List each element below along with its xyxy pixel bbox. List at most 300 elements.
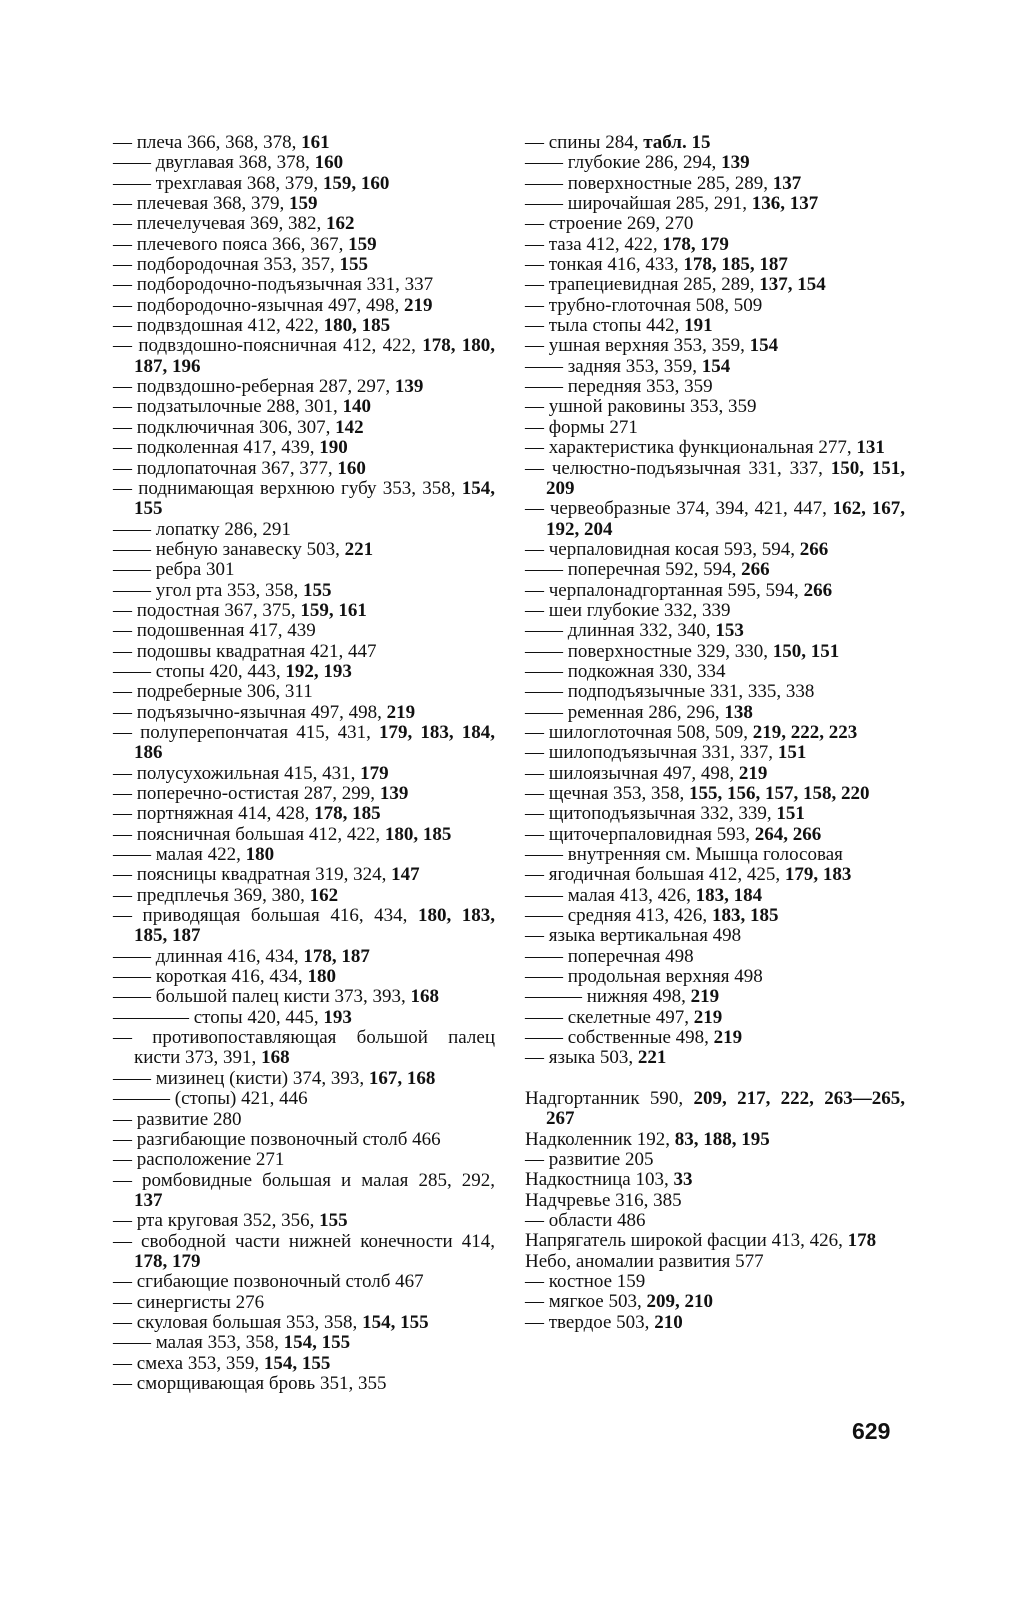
- index-entry-text: — развитие 205: [525, 1148, 654, 1170]
- index-entry: [113, 886, 495, 906]
- index-entry: [113, 601, 495, 621]
- index-entry: [525, 1231, 905, 1251]
- index-entry-figure-refs: 178, 180, 187, 196: [134, 335, 495, 377]
- index-entry-figure-refs: 139: [394, 376, 424, 398]
- index-entry: [113, 235, 495, 255]
- index-entry: [113, 174, 495, 194]
- index-entry-text: — тонкая 416, 433,: [525, 254, 684, 276]
- index-entry-figure-refs: 264, 266: [754, 823, 822, 845]
- index-entry-figure-refs: 219: [690, 986, 720, 1008]
- index-entry-text: — поперечно-остистая 287, 299,: [113, 783, 380, 804]
- index-entry-figure-refs: 178, 179: [134, 1250, 201, 1272]
- index-entry-figure-refs: 159: [348, 233, 377, 255]
- index-entry-text: —— передняя 353, 359: [525, 376, 713, 398]
- index-entry-figure-refs: 151: [776, 803, 805, 825]
- index-entry-text: — подвздошная 412, 422,: [113, 315, 324, 337]
- index-entry: [113, 1150, 495, 1170]
- index-entry-figure-refs: 159, 161: [300, 599, 367, 621]
- index-entry: [113, 1110, 495, 1130]
- index-entry-figure-refs: 180, 183, 185, 187: [134, 905, 495, 947]
- index-entry-text: ——— нижняя 498,: [525, 986, 691, 1008]
- index-entry: [525, 1252, 905, 1272]
- index-entry: [113, 906, 495, 947]
- index-entry-text: — шилоподъязычная 331, 337,: [525, 742, 778, 764]
- index-entry-text: — ягодичная большая 412, 425,: [525, 864, 785, 886]
- index-entry-text: — щитоподъязычная 332, 339,: [525, 803, 777, 825]
- index-entry-figure-refs: 160: [314, 152, 344, 174]
- index-entry: [525, 459, 905, 500]
- index-entry-text: — подбородочная 353, 357,: [113, 254, 340, 276]
- index-entry-figure-refs: 221: [637, 1047, 667, 1069]
- index-entry: [525, 865, 905, 885]
- index-entry: [525, 764, 905, 784]
- index-entry-text: Надчревье 316, 385: [525, 1189, 682, 1211]
- index-entry-text: —— мизинец (кисти) 374, 393,: [113, 1067, 369, 1089]
- index-entry-figure-refs: 162: [309, 884, 339, 906]
- index-entry-figure-refs: 180, 185: [384, 823, 452, 845]
- index-entry-text: —— средняя 413, 426,: [525, 905, 712, 927]
- index-entry-text: — трубно-глоточная 508, 509: [525, 294, 763, 316]
- index-entry-figure-refs: 180: [245, 844, 275, 866]
- index-entry: [113, 560, 495, 580]
- index-entry: [113, 1028, 495, 1069]
- index-entry-text: — челюстно-подъязычная 331, 337,: [525, 457, 831, 479]
- index-entry-text: —— поверхностные 285, 289,: [525, 172, 773, 194]
- index-entry: [525, 1191, 905, 1211]
- index-entry-text: — шилоязычная 497, 498,: [525, 762, 739, 784]
- index-entry: [525, 174, 905, 194]
- index-entry-text: — подбородочно-подъязычная 331, 337: [113, 274, 434, 296]
- index-entry-figure-refs: 178, 187: [303, 945, 370, 967]
- index-entry-text: — предплечья 369, 380,: [113, 884, 310, 906]
- index-entry-text: —— подподъязычные 331, 335, 338: [525, 681, 815, 703]
- index-entry: [113, 255, 495, 275]
- index-entry: [525, 397, 905, 417]
- index-entry: [113, 987, 495, 1007]
- index-entry-figure-refs: 190: [319, 437, 348, 459]
- index-entry-figure-refs: 159: [289, 193, 318, 215]
- index-entry-text: —— широчайшая 285, 291,: [525, 193, 752, 215]
- index-entry-figure-refs: табл. 15: [643, 132, 711, 153]
- index-entry: [113, 296, 495, 316]
- index-entry: [525, 926, 905, 946]
- index-entry: [525, 377, 905, 397]
- index-entry-text: — развитие 280: [113, 1108, 242, 1130]
- index-entry-text: — твердое 503,: [525, 1311, 655, 1333]
- index-entry: [113, 784, 495, 804]
- index-entry: [113, 682, 495, 702]
- index-entry: [525, 499, 905, 540]
- index-entry-text: — подвздошно-поясничная 412, 422,: [113, 335, 423, 357]
- index-entry-figure-refs: 178, 185: [314, 803, 381, 825]
- index-entry-figure-refs: 266: [741, 559, 770, 581]
- index-entry-text: — сгибающие позвоночный столб 467: [113, 1271, 424, 1293]
- index-entry-text: —— задняя 353, 359,: [525, 355, 702, 377]
- index-entry-figure-refs: 139: [379, 783, 409, 804]
- index-entry: [525, 886, 905, 906]
- index-entry-text: — червеобразные 374, 394, 421, 447,: [525, 498, 833, 520]
- index-entry-text: Напрягатель широкой фасции 413, 426,: [525, 1230, 848, 1252]
- index-entry-figure-refs: 150, 151: [772, 640, 840, 662]
- index-entry-figure-refs: 155: [303, 579, 332, 601]
- index-entry-text: — подошвы квадратная 421, 447: [113, 640, 377, 662]
- index-entry: [525, 133, 905, 153]
- index-entry-text: — подбородочно-язычная 497, 498,: [113, 294, 405, 316]
- index-entry-figure-refs: 155: [339, 254, 368, 276]
- index-entry-text: — подколенная 417, 439,: [113, 437, 320, 459]
- index-entry-text: —— короткая 416, 434,: [113, 966, 308, 988]
- index-entry-text: —— скелетные 497,: [525, 1006, 694, 1028]
- index-entry-text: —— собственные 498,: [525, 1027, 714, 1049]
- index-entry-figure-refs: 219: [713, 1027, 743, 1049]
- index-entry: [113, 418, 495, 438]
- index-entry: [525, 906, 905, 926]
- index-entry-figure-refs: 183, 184: [695, 884, 763, 906]
- index-entry-text: —— трехглавая 368, 379,: [113, 172, 323, 194]
- index-entry: [525, 784, 905, 804]
- index-entry: [113, 479, 495, 520]
- index-entry: [525, 1292, 905, 1312]
- index-entry-figure-refs: 178, 185, 187: [683, 254, 788, 276]
- index-entry-figure-refs: 137: [772, 172, 802, 194]
- index-entry-text: — спины 284,: [525, 132, 644, 153]
- index-entry-text: — языка вертикальная 498: [525, 925, 742, 947]
- index-entry-text: — тыла стопы 442,: [525, 315, 685, 337]
- index-entry-text: Надкостница 103,: [525, 1169, 674, 1191]
- index-entry-figure-refs: 154, 155: [134, 477, 495, 520]
- index-entry: [113, 1313, 495, 1333]
- index-entry-text: —— малая 422,: [113, 844, 246, 866]
- index-entry-figure-refs: 210: [654, 1311, 683, 1333]
- index-entry: [113, 845, 495, 865]
- index-entry: [113, 662, 495, 682]
- index-entry: [525, 336, 905, 356]
- index-entry: [525, 682, 905, 702]
- index-entry-figure-refs: 153: [715, 620, 744, 642]
- index-entry-text: — ушная верхняя 353, 359,: [525, 335, 750, 357]
- index-entry-figure-refs: 192, 193: [285, 660, 352, 682]
- index-entry: [525, 723, 905, 743]
- index-entry-text: — формы 271: [525, 416, 638, 438]
- index-entry-figure-refs: 266: [799, 538, 829, 560]
- index-entry-figure-refs: 33: [673, 1169, 693, 1191]
- index-entry: [113, 642, 495, 662]
- index-entry-text: —— подкожная 330, 334: [525, 660, 726, 682]
- index-entry-text: — скуловая большая 353, 358,: [113, 1311, 363, 1333]
- index-entry-text: — подошвенная 417, 439: [113, 620, 316, 642]
- index-entry-figure-refs: 180: [307, 966, 336, 988]
- index-entry: [113, 1008, 495, 1028]
- index-entry: [113, 1272, 495, 1292]
- index-entry: [525, 1313, 905, 1333]
- index-entry-text: Небо, аномалии развития 577: [525, 1250, 764, 1272]
- index-entry: [113, 438, 495, 458]
- index-entry: [113, 1374, 495, 1394]
- index-entry-figure-refs: 155, 156, 157, 158, 220: [689, 783, 870, 804]
- index-entry-text: — портняжная 414, 428,: [113, 803, 315, 825]
- index-entry: [113, 967, 495, 987]
- index-entry-text: — разгибающие позвоночный столб 466: [113, 1128, 441, 1150]
- index-entry-figure-refs: 154, 155: [362, 1311, 429, 1333]
- index-entry-text: — поясничная большая 412, 422,: [113, 823, 385, 845]
- index-entry: [113, 1211, 495, 1231]
- index-entry-figure-refs: 168: [410, 986, 440, 1008]
- index-entry-text: —— небную занавеску 503,: [113, 538, 345, 560]
- index-entry-text: — подвздошно-реберная 287, 297,: [113, 376, 395, 398]
- index-entry: [113, 520, 495, 540]
- index-entry-figure-refs: 162, 167, 192, 204: [546, 498, 905, 540]
- index-entry-text: — сморщивающая бровь 351, 355: [113, 1372, 387, 1394]
- index-entry-text: — подъязычно-язычная 497, 498,: [113, 701, 387, 723]
- index-column-left: [113, 133, 495, 1394]
- index-entry-text: — плечелучевая 369, 382,: [113, 213, 326, 235]
- index-entry-text: — языка 503,: [525, 1047, 638, 1069]
- index-entry: [113, 194, 495, 214]
- index-entry: [113, 825, 495, 845]
- index-entry-figure-refs: 219: [386, 701, 416, 723]
- index-entry: [113, 1069, 495, 1089]
- index-entry-text: —— длинная 416, 434,: [113, 945, 304, 967]
- index-entry: [525, 804, 905, 824]
- index-entry: [525, 316, 905, 336]
- index-entry-text: — щиточерпаловидная 593,: [525, 823, 755, 845]
- index-entry-figure-refs: 209, 210: [646, 1291, 713, 1313]
- index-entry-text: —— продольная верхняя 498: [525, 966, 763, 988]
- index-entry-text: — плечевая 368, 379,: [113, 193, 289, 215]
- index-entry-figure-refs: 138: [724, 701, 753, 723]
- index-entry-text: — мягкое 503,: [525, 1291, 647, 1313]
- index-entry-text: — противопоставляющая большой палец кисти 373, 391,: [113, 1027, 495, 1069]
- index-entry: [113, 377, 495, 397]
- index-entry-text: ——— (стопы) 421, 446: [113, 1088, 308, 1110]
- index-entry-text: — таза 412, 422,: [525, 233, 663, 255]
- index-entry-figure-refs: 180, 185: [323, 315, 391, 337]
- index-entry-text: —— длинная 332, 340,: [525, 620, 716, 642]
- index-entry-figure-refs: 179: [360, 762, 389, 784]
- index-entry-text: —— ребра 301: [113, 559, 235, 581]
- index-entry-text: — расположение 271: [113, 1149, 285, 1171]
- index-entry: [525, 1048, 905, 1068]
- index-entry: [113, 214, 495, 234]
- index-entry-text: —— ременная 286, 296,: [525, 701, 725, 723]
- index-entry: [113, 316, 495, 336]
- index-entry: [525, 621, 905, 641]
- index-entry: [113, 1130, 495, 1150]
- index-entry-figure-refs: 179, 183: [784, 864, 852, 886]
- index-entry: [525, 662, 905, 682]
- index-entry: [113, 459, 495, 479]
- index-entry-text: ———— стопы 420, 445,: [113, 1006, 324, 1028]
- index-entry: [525, 438, 905, 458]
- index-entry: [525, 642, 905, 662]
- index-entry: [113, 703, 495, 723]
- index-entry-figure-refs: 162: [325, 213, 355, 235]
- index-entry: [113, 804, 495, 824]
- index-entry-text: —— лопатку 286, 291: [113, 518, 291, 540]
- page-number: 629: [852, 1418, 891, 1444]
- index-entry-figure-refs: 178, 179: [662, 233, 729, 255]
- index-entry: [525, 743, 905, 763]
- index-entry: [113, 947, 495, 967]
- index-entry-text: — шилоглоточная 508, 509,: [525, 721, 753, 743]
- index-entry: [525, 967, 905, 987]
- index-entry: [113, 1232, 495, 1273]
- index-entry: [113, 581, 495, 601]
- index-entry: [525, 1130, 905, 1150]
- index-entry: [113, 153, 495, 173]
- index-entry: [525, 1150, 905, 1170]
- index-entry-figure-refs: 219: [738, 762, 768, 784]
- index-entry-figure-refs: 137: [134, 1189, 163, 1211]
- index-entry-figure-refs: 209, 217, 222, 263—265, 267: [546, 1087, 906, 1130]
- index-entry: [525, 194, 905, 214]
- index-entry: [525, 214, 905, 234]
- index-entry-text: — черпалонадгортанная 595, 594,: [525, 579, 804, 601]
- index-entry-figure-refs: 219: [404, 294, 433, 316]
- index-entry: [525, 1028, 905, 1048]
- index-entry-text: —— угол рта 353, 358,: [113, 579, 304, 601]
- index-entry: [525, 418, 905, 438]
- index-entry-figure-refs: 83, 188, 195: [674, 1128, 770, 1150]
- index-entry-text: — характеристика функциональная 277,: [525, 437, 857, 459]
- index-entry-figure-refs: 159, 160: [322, 172, 390, 194]
- index-entry: [113, 275, 495, 295]
- index-entry: [525, 560, 905, 580]
- index-entry-text: — поясницы квадратная 319, 324,: [113, 864, 392, 886]
- index-entry-figure-refs: 154: [701, 355, 731, 377]
- index-entry: [525, 1008, 905, 1028]
- index-entry-text: — ромбовидные большая и малая 285, 292,: [113, 1169, 495, 1191]
- index-entry: [525, 1211, 905, 1231]
- index-entry: [525, 1170, 905, 1190]
- index-entry-text: —— поверхностные 329, 330,: [525, 640, 773, 662]
- index-entry-figure-refs: 266: [803, 579, 833, 601]
- index-entry: [525, 275, 905, 295]
- index-entry-figure-refs: 154: [749, 335, 779, 357]
- index-entry: [525, 601, 905, 621]
- index-entry-figure-refs: 179, 183, 184, 186: [134, 721, 495, 764]
- index-entry: [113, 1293, 495, 1313]
- index-entry-text: — приводящая большая 416, 434,: [113, 905, 418, 927]
- index-entry: [113, 540, 495, 560]
- index-entry-text: — ушной раковины 353, 359: [525, 396, 757, 418]
- index-entry-figure-refs: 191: [684, 315, 713, 337]
- index-entry: [525, 987, 905, 1007]
- index-entry-figure-refs: 131: [856, 437, 885, 459]
- index-entry-figure-refs: 137, 154: [759, 274, 826, 296]
- index-entry-text: — подостная 367, 375,: [113, 599, 301, 621]
- index-entry-text: — костное 159: [525, 1270, 646, 1292]
- index-entry-text: —— поперечная 592, 594,: [525, 559, 742, 581]
- index-entry-figure-refs: 142: [335, 416, 364, 438]
- index-entry-figure-refs: 219: [693, 1006, 723, 1028]
- index-entry-text: —— малая 413, 426,: [525, 884, 696, 906]
- index-entry-figure-refs: 178: [847, 1230, 877, 1252]
- index-entry-text: — синергисты 276: [113, 1291, 265, 1313]
- index-entry-figure-refs: 136, 137: [751, 193, 819, 215]
- index-entry: [525, 703, 905, 723]
- index-entry-text: — рта круговая 352, 356,: [113, 1210, 320, 1232]
- index-entry-figure-refs: 167, 168: [368, 1067, 436, 1089]
- index-entry: [525, 357, 905, 377]
- index-entry: [113, 723, 495, 764]
- index-entry-text: — шеи глубокие 332, 339: [525, 599, 731, 621]
- index-entry-figure-refs: 221: [344, 538, 374, 560]
- index-entry-text: — щечная 353, 358,: [525, 783, 689, 804]
- index-entry-figure-refs: 219, 222, 223: [752, 721, 858, 743]
- index-entry-text: — плеча 366, 368, 378,: [113, 132, 302, 153]
- index-entry: [525, 153, 905, 173]
- index-entry: [113, 1089, 495, 1109]
- index-entry: [113, 865, 495, 885]
- index-entry-text: —— малая 353, 358,: [113, 1332, 284, 1354]
- index-entry: [525, 825, 905, 845]
- index-entry-figure-refs: 183, 185: [711, 905, 779, 927]
- index-entry-text: — строение 269, 270: [525, 213, 694, 235]
- index-entry: [113, 621, 495, 641]
- index-entry-figure-refs: 154, 155: [263, 1352, 331, 1374]
- index-entry-text: —— глубокие 286, 294,: [525, 152, 722, 174]
- index-entry-text: — поднимающая верхнюю губу 353, 358,: [113, 477, 462, 499]
- index-entry-text: — подреберные 306, 311: [113, 681, 313, 703]
- index-entry-text: — подлопаточная 367, 377,: [113, 457, 338, 479]
- index-entry-text: — смеха 353, 359,: [113, 1352, 264, 1374]
- index-entry: [525, 1272, 905, 1292]
- index-entry-figure-refs: 160: [337, 457, 366, 479]
- index-entry-text: — области 486: [525, 1209, 646, 1231]
- index-entry-text: —— внутренняя см. Мышца голосовая: [525, 844, 843, 866]
- index-entry-text: —— большой палец кисти 373, 393,: [113, 986, 411, 1008]
- index-entry-figure-refs: 140: [342, 396, 371, 418]
- index-entry: [525, 845, 905, 865]
- index-entry: [113, 1333, 495, 1353]
- index-entry-figure-refs: 147: [391, 864, 420, 886]
- index-entry-text: Надколенник 192,: [525, 1128, 675, 1150]
- index-entry-text: — свободной части нижней конечности 414,: [113, 1230, 495, 1252]
- index-entry: [525, 540, 905, 560]
- index-column-right: [525, 133, 905, 1333]
- index-entry-text: — полуперепончатая 415, 431,: [113, 721, 379, 743]
- index-entry-text: — плечевого пояса 366, 367,: [113, 233, 349, 255]
- index-entry-figure-refs: 193: [323, 1006, 352, 1028]
- index-entry-figure-refs: 161: [301, 132, 330, 153]
- index-entry: [525, 235, 905, 255]
- index-entry: [113, 1171, 495, 1212]
- index-entry-figure-refs: 154, 155: [283, 1332, 351, 1354]
- index-entry: [113, 764, 495, 784]
- index-entry-text: —— стопы 420, 443,: [113, 660, 286, 682]
- index-entry: [113, 336, 495, 377]
- index-entry-text: — подключичная 306, 307,: [113, 416, 336, 438]
- index-entry: [525, 255, 905, 275]
- index-entry: [525, 581, 905, 601]
- index-entry: [113, 133, 495, 153]
- index-entry-text: —— поперечная 498: [525, 945, 694, 967]
- index-entry-text: — черпаловидная косая 593, 594,: [525, 538, 800, 560]
- index-entry-text: Надгортанник 590,: [525, 1087, 694, 1109]
- index-entry: [113, 1354, 495, 1374]
- index-entry-figure-refs: 139: [721, 152, 750, 174]
- index-entry: [525, 947, 905, 967]
- index-entry-figure-refs: 151: [777, 742, 807, 764]
- index-entry-text: —— двуглавая 368, 378,: [113, 152, 315, 174]
- index-entry-figure-refs: 168: [261, 1047, 290, 1069]
- index-entry: [525, 296, 905, 316]
- index-entry-text: — полусухожильная 415, 431,: [113, 762, 361, 784]
- index-entry: [525, 1089, 905, 1130]
- index-entry-figure-refs: 155: [319, 1210, 348, 1232]
- index-entry-figure-refs: 150, 151, 209: [546, 457, 906, 499]
